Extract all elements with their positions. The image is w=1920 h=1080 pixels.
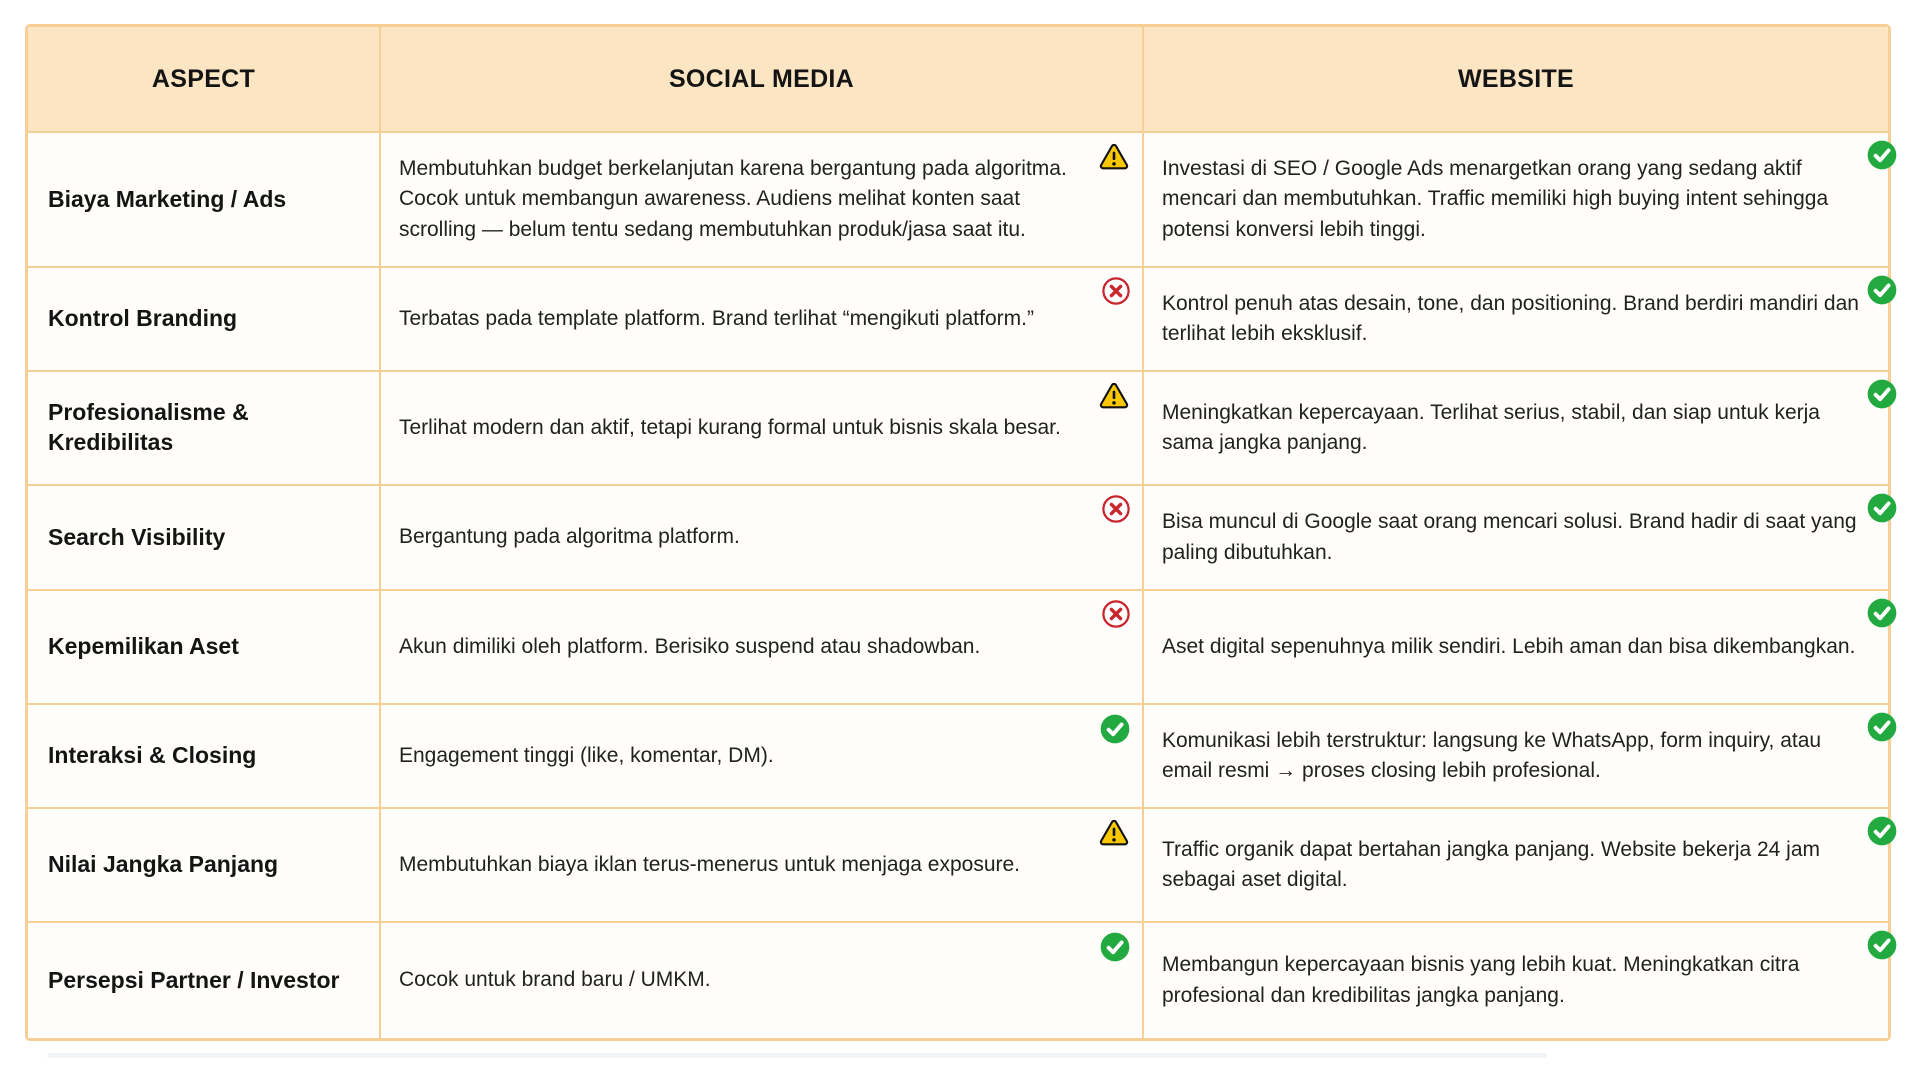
- cross-circle-icon: [1102, 600, 1130, 628]
- website-text: Aset digital sepenuhnya milik sendiri. Lebih aman dan bisa dikembangkan.: [1162, 634, 1856, 658]
- column-header-website: WEBSITE: [1142, 27, 1888, 131]
- table-row: [28, 921, 1888, 1038]
- comparison-table: [25, 24, 1891, 1041]
- warning-icon: [1098, 818, 1130, 847]
- table-row: [28, 807, 1888, 921]
- aspect-cell: [28, 809, 379, 921]
- aspect-label: Persepsi Partner / Investor: [48, 966, 340, 993]
- website-text: Meningkatkan kepercayaan. Terlihat serius, stabil, dan siap untuk kerja sama jangka panjang.: [1162, 400, 1820, 454]
- warning-icon: [1098, 142, 1130, 171]
- aspect-label: Interaksi & Closing: [48, 742, 257, 769]
- aspect-cell: [28, 268, 379, 370]
- check-circle-icon: [1867, 379, 1897, 409]
- social-media-text: Membutuhkan biaya iklan terus-menerus untuk menjaga exposure.: [399, 852, 1021, 876]
- check-circle-icon: [1867, 140, 1897, 170]
- table-header-row: [28, 27, 1888, 133]
- aspect-label: Kepemilikan Aset: [48, 633, 239, 660]
- social-media-cell: [379, 372, 1142, 484]
- website-text: Traffic organik dapat bertahan jangka panjang. Website bekerja 24 jam sebagai aset digital.: [1162, 837, 1821, 891]
- table-body: [28, 133, 1888, 1038]
- social-media-text: Membutuhkan budget berkelanjutan karena bergantung pada algoritma. Cocok untuk membangun awareness. Audiens melihat konten saat scrolling — belum tentu sedang membutuhkan produk/jasa saat itu.: [399, 157, 1067, 241]
- social-media-cell: [379, 591, 1142, 703]
- check-circle-icon: [1867, 493, 1897, 523]
- aspect-cell: [28, 705, 379, 807]
- aspect-label: Nilai Jangka Panjang: [48, 851, 279, 878]
- social-media-cell: [379, 705, 1142, 807]
- aspect-cell: [28, 133, 379, 266]
- social-media-cell: [379, 133, 1142, 266]
- social-media-cell: [379, 486, 1142, 589]
- social-media-text: Cocok untuk brand baru / UMKM.: [399, 968, 711, 992]
- website-cell: [1142, 809, 1888, 921]
- column-header-social-media: SOCIAL MEDIA: [379, 27, 1142, 131]
- check-circle-icon: [1100, 932, 1130, 962]
- aspect-cell: [28, 372, 379, 484]
- social-media-cell: [379, 923, 1142, 1038]
- aspect-label: Search Visibility: [48, 523, 226, 550]
- table-row: [28, 133, 1888, 266]
- table-row: [28, 703, 1888, 807]
- check-circle-icon: [1100, 714, 1130, 744]
- social-media-cell: [379, 268, 1142, 370]
- table-row: [28, 589, 1888, 703]
- check-circle-icon: [1867, 930, 1897, 960]
- social-media-text: Terbatas pada template platform. Brand terlihat “mengikuti platform.”: [399, 306, 1034, 330]
- aspect-cell: [28, 486, 379, 589]
- page-bottom-shadow: [47, 1053, 1547, 1058]
- social-media-text: Engagement tinggi (like, komentar, DM).: [399, 743, 774, 767]
- aspect-label: Kontrol Branding: [48, 305, 238, 332]
- website-cell: [1142, 133, 1888, 266]
- website-cell: [1142, 591, 1888, 703]
- website-text: Bisa muncul di Google saat orang mencari solusi. Brand hadir di saat yang paling dibutuhkan.: [1162, 510, 1857, 564]
- website-cell: [1142, 372, 1888, 484]
- website-cell: [1142, 268, 1888, 370]
- cross-circle-icon: [1102, 277, 1130, 305]
- website-cell: [1142, 705, 1888, 807]
- website-cell: [1142, 923, 1888, 1038]
- website-text: Kontrol penuh atas desain, tone, dan positioning. Brand berdiri mandiri dan terlihat lebih eksklusif.: [1162, 291, 1859, 345]
- website-text: Komunikasi lebih terstruktur: langsung ke WhatsApp, form inquiry, atau email resmi → proses closing lebih profesional.: [1162, 728, 1822, 782]
- column-header-aspect: ASPECT: [151, 64, 256, 93]
- website-text: Investasi di SEO / Google Ads menargetkan orang yang sedang aktif mencari dan membutuhkan. Traffic memiliki high buying intent sehingga potensi konversi lebih tinggi.: [1162, 157, 1829, 241]
- social-media-text: Bergantung pada algoritma platform.: [399, 525, 740, 549]
- table-row: [28, 370, 1888, 484]
- social-media-text: Akun dimiliki oleh platform. Berisiko suspend atau shadowban.: [399, 634, 981, 658]
- aspect-label: Profesionalisme & Kredibilitas: [48, 399, 249, 455]
- check-circle-icon: [1867, 598, 1897, 628]
- website-text: Membangun kepercayaan bisnis yang lebih kuat. Meningkatkan citra profesional dan kredibilitas jangka panjang.: [1162, 953, 1800, 1007]
- check-circle-icon: [1867, 712, 1897, 742]
- table-row: [28, 484, 1888, 589]
- aspect-cell: [28, 591, 379, 703]
- website-cell: [1142, 486, 1888, 589]
- social-media-cell: [379, 809, 1142, 921]
- aspect-label: Biaya Marketing / Ads: [48, 185, 287, 212]
- table-row: [28, 266, 1888, 370]
- check-circle-icon: [1867, 275, 1897, 305]
- warning-icon: [1098, 381, 1130, 410]
- social-media-text: Terlihat modern dan aktif, tetapi kurang formal untuk bisnis skala besar.: [399, 415, 1061, 439]
- aspect-cell: [28, 923, 379, 1038]
- check-circle-icon: [1867, 816, 1897, 846]
- cross-circle-icon: [1102, 495, 1130, 523]
